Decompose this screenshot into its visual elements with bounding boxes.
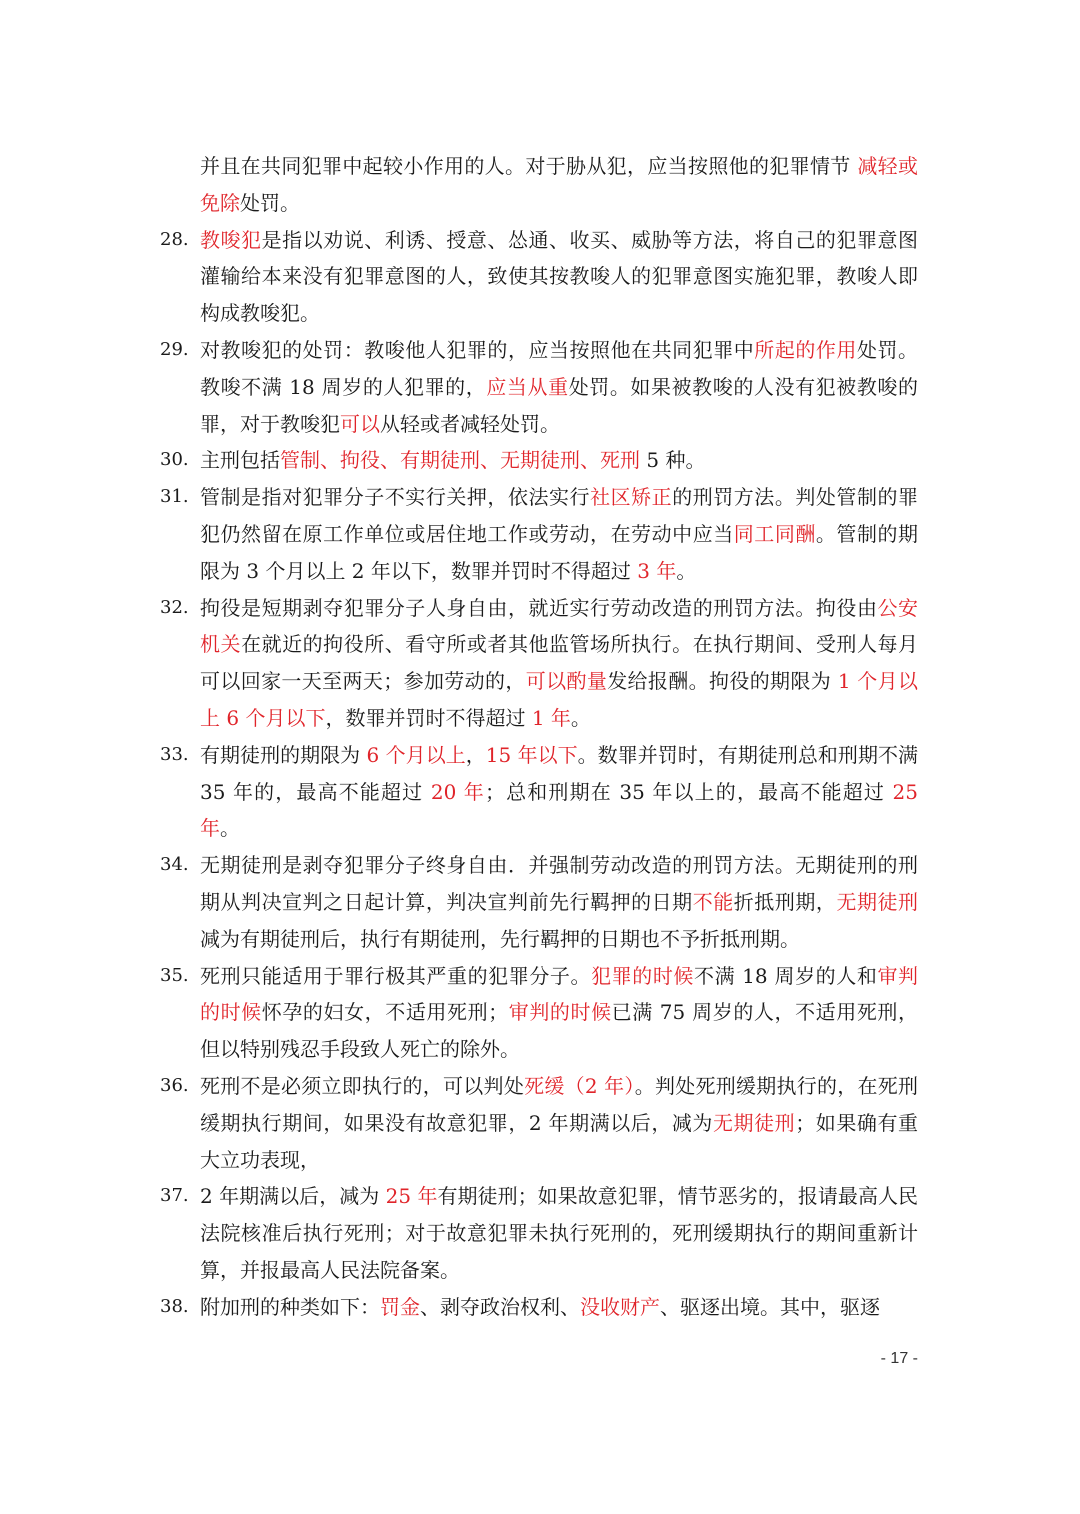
body-text: 。判处死刑缓期执行的，在死刑缓期执行期间，如果没有故意犯罪，2 年期满以后，减为 <box>200 1073 918 1135</box>
highlighted-text: 不能 <box>692 889 734 914</box>
body-text: 从轻或者减轻处罚。 <box>380 411 560 436</box>
highlighted-text: 同工同酬 <box>733 521 816 546</box>
highlighted-text: 6 个月以上 <box>366 742 466 767</box>
body-text: 并且在共同犯罪中起较小作用的人。对于胁从犯，应当按照他的犯罪情节 <box>200 154 858 178</box>
body-text: 是指以劝说、利诱、授意、怂通、收买、威胁等方法，将自己的犯罪意图灌输给本来没有犯罪意图的人，致使其按教唆人的犯罪意图实施犯罪，教唆人即构成教唆犯。 <box>200 227 919 326</box>
body-text: 死刑不是必须立即执行的，可以判处 <box>200 1073 525 1098</box>
list-item <box>160 737 918 847</box>
highlighted-text: 应当从重 <box>486 374 569 399</box>
body-text: 管制是指对犯罪分子不实行关押，依法实行 <box>200 485 591 510</box>
highlighted-text: 管制、拘役、有期徒刑、无期徒刑、死刑 <box>280 448 640 473</box>
item-number: 28. <box>160 228 189 250</box>
body-text: 主刑包括 <box>200 448 280 473</box>
body-text: 处罚。如果被教唆的人没有犯被教唆的罪，对于教唆犯 <box>200 374 919 436</box>
item-number: 37. <box>160 1185 189 1207</box>
item-number: 33. <box>160 743 189 765</box>
highlighted-text: 可以酌量 <box>525 669 608 694</box>
body-text: 附加刑的种类如下： <box>200 1294 380 1319</box>
body-text: 5 种。 <box>640 448 706 473</box>
item-number: 29. <box>160 338 189 360</box>
highlighted-text: 无期徒刑 <box>712 1110 796 1135</box>
highlighted-text: 减轻或免除 <box>200 154 919 215</box>
body-text: ；总和刑期在 35 年以上的，最高不能超过 <box>484 779 893 804</box>
body-text: 、剥夺政治权利、 <box>420 1294 580 1319</box>
list-item <box>160 958 918 1068</box>
list-item <box>160 479 918 589</box>
list-item <box>160 442 918 479</box>
list-item <box>160 148 918 222</box>
page-number: - 17 - <box>880 1350 918 1367</box>
item-number: 35. <box>160 964 189 986</box>
highlighted-text: 25 年 <box>200 779 918 841</box>
body-text: 2 年期满以后，减为 <box>200 1184 386 1209</box>
highlighted-text: 所起的作用 <box>754 337 857 362</box>
body-text: 死刑只能适用于罪行极其严重的犯罪分子。 <box>200 963 592 988</box>
highlighted-text: 3 年 <box>637 558 677 583</box>
highlighted-text: 25 年 <box>385 1184 438 1209</box>
body-text: 。 <box>220 816 240 841</box>
body-text: 的刑罚方法。判处管制的罪犯仍然留在原工作单位或居住地工作或劳动，在劳动中应当 <box>200 485 919 546</box>
body-text: 对教唆犯的处罚：教唆他人犯罪的，应当按照他在共同犯罪中 <box>200 337 755 362</box>
highlighted-text: 公安机关 <box>200 595 919 657</box>
highlighted-text: 没收财产 <box>580 1294 660 1319</box>
highlighted-text: 1 年 <box>531 705 571 730</box>
list-item <box>160 1178 918 1288</box>
body-text: 有期徒刑；如果故意犯罪，情节恶劣的，报请最高人民法院核准后执行死刑；对于故意犯罪未执行死刑的，死刑缓期执行的期间重新计算，并报最高人民法院备案。 <box>200 1184 918 1282</box>
document-body <box>160 148 918 1326</box>
highlighted-text: 1 个月以上 6 个月以下 <box>200 669 919 730</box>
body-text: 。 <box>570 705 591 730</box>
list-item <box>160 590 918 737</box>
body-text: 。 <box>676 558 697 583</box>
body-text: 无期徒刑是剥夺犯罪分子终身自由．并强制劳动改造的刑罚方法。无期徒刑的刑期从判决宣判之日起计算，判决宣判前先行羁押的日期 <box>200 853 918 914</box>
list-item <box>160 847 918 957</box>
body-text: 发给报酬。拘役的期限为 <box>607 669 838 694</box>
highlighted-text: 可以 <box>340 411 380 436</box>
body-text: 处罚。教唆不满 18 周岁的人犯罪的， <box>200 337 919 399</box>
list-item <box>160 222 918 332</box>
body-text: 在就近的拘役所、看守所或者其他监管场所执行。在执行期间、受刑人每月可以回家一天至两天；参加劳动的， <box>200 632 919 694</box>
highlighted-text: 审判的时候 <box>508 1000 612 1025</box>
body-text: 拘役是短期剥夺犯罪分子人身自由，就近实行劳动改造的刑罚方法。拘役由 <box>200 595 878 620</box>
item-number: 32. <box>160 596 189 618</box>
highlighted-text: 死缓（2 年） <box>524 1073 635 1098</box>
body-text: 减为有期徒刑后，执行有期徒刑，先行羁押的日期也不予折抵刑期。 <box>200 926 800 951</box>
highlighted-text: 15 年以下 <box>485 742 578 767</box>
highlighted-text: 罚金 <box>380 1294 420 1319</box>
item-number: 34. <box>160 854 189 876</box>
body-text: 处罚。 <box>240 190 300 215</box>
body-text: 、驱逐出境。其中，驱逐 <box>660 1294 880 1319</box>
item-number: 31. <box>160 486 189 508</box>
highlighted-text: 社区矫正 <box>590 485 673 510</box>
item-number: 36. <box>160 1074 189 1096</box>
body-text: 。数罪并罚时，有期徒刑总和刑期不满 35 年的，最高不能超过 <box>200 742 918 804</box>
body-text: ， <box>465 742 486 767</box>
body-text: 折抵刑期， <box>733 889 837 914</box>
highlighted-text: 20 年 <box>430 779 485 804</box>
body-text: 。管制的期限为 3 个月以上 2 年以下，数罪并罚时不得超过 <box>200 521 919 583</box>
body-text: 不满 18 周岁的人和 <box>694 963 878 988</box>
highlighted-text: 审判的时候 <box>200 963 919 1025</box>
highlighted-text: 犯罪的时候 <box>591 963 695 988</box>
item-number: 30. <box>160 449 189 471</box>
body-text: 怀孕的妇女，不适用死刑； <box>261 1000 509 1025</box>
body-text: ；如果确有重大立功表现， <box>200 1110 918 1172</box>
body-text: 有期徒刑的期限为 <box>200 742 367 767</box>
item-number: 38. <box>160 1295 189 1317</box>
list-item <box>160 1068 918 1178</box>
highlighted-text: 无期徒刑 <box>836 889 919 914</box>
list-item <box>160 1289 918 1326</box>
highlighted-text: 教唆犯 <box>200 227 262 252</box>
body-text: ，数罪并罚时不得超过 <box>325 705 532 730</box>
body-text: 已满 75 周岁的人，不适用死刑，但以特别残忍手段致人死亡的除外。 <box>200 1000 919 1062</box>
list-item <box>160 332 918 442</box>
